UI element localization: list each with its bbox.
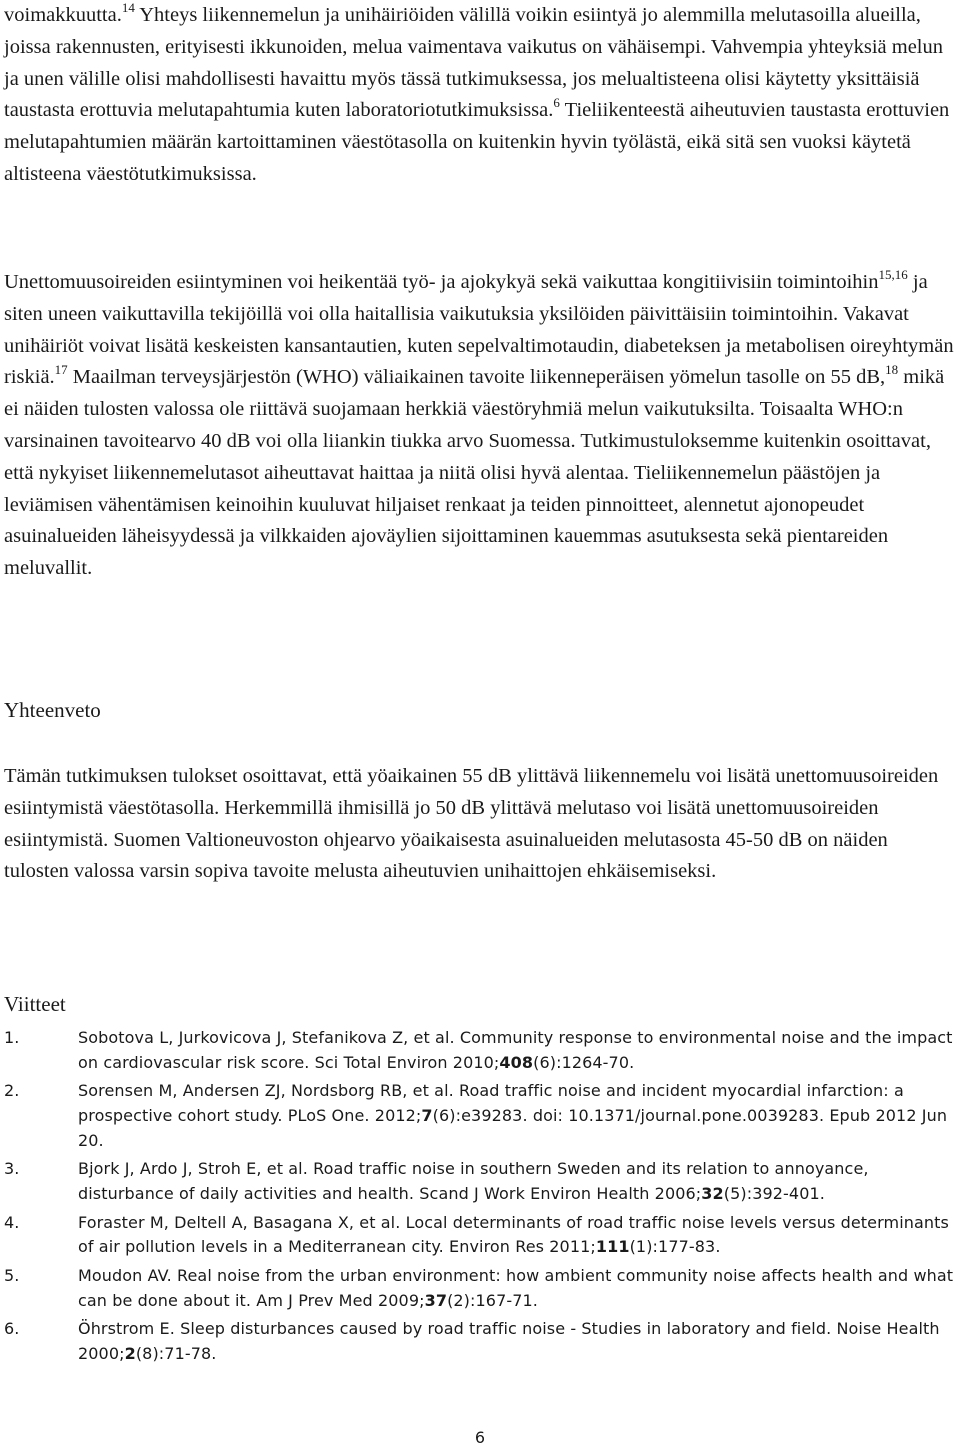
- text-run: mikä ei näiden tulosten valossa ole riittävä suojamaan herkkiä väestöryhmiä melun vaikutuksilta. Toisaalta WHO:n varsinainen tavoitearvo 40 dB voi olla liiankin tiukka arvo Suomessa. Tutkimustuloksemme kuitenkin osoittavat, että nykyiset liikennemelutasot aiheuttavat haittaa ja niitä olisi hyvä alentaa. Tieliikennemelun päästöjen ja leviämisen vähentämisen keinoihin kuuluvat hiljaiset renkaat ja teiden pinnoitteet, alennetut ajonopeudet asuinalueiden läheisyydessä ja vilkkaiden ajoväylien sijoittaminen kauemmas asutuksesta sekä pientareiden meluvallit.: [4, 366, 945, 580]
- references-list: [4, 1026, 954, 1371]
- paragraph-sleep-disturbance: [4, 0, 954, 191]
- reference-volume: 408: [499, 1052, 534, 1072]
- reference-number: 4 .: [4, 1211, 19, 1236]
- text-run: Tieliikenteestä aiheutuvien taustasta erottuvien melutapahtumien määrän kartoittaminen väestötasolla on kuitenkin hyvin työlästä, eikä sitä sen vuoksi käytetä altisteena väestötutkimuksissa.: [4, 99, 950, 185]
- reference-pages: (2):167-71.: [447, 1290, 538, 1310]
- references-heading: Viitteet: [4, 992, 66, 1016]
- text-run: Maailman terveysjärjestön (WHO) väliaikainen tavoite liikenneperäisen yömelun tasolle on 55 dB,: [67, 366, 886, 389]
- reference-item: [4, 1211, 954, 1260]
- citation-superscript: 6: [553, 95, 560, 111]
- summary-heading: Yhteenveto: [4, 698, 101, 722]
- reference-volume: 7: [421, 1105, 433, 1125]
- text-run: ja siten uneen vaikuttavilla tekijöillä voi olla haitallisia vaikutuksia yksilöiden päivittäisiin toimintoihin. Vakavat unihäiriöt voivat lisätä keskeisten kansantautien, kuten sepelvaltimotaudin, diabeteksen ja metabolisen oireyhtymän riskiä.: [4, 271, 954, 389]
- reference-text: Moudon AV. Real noise from the urban environment: how ambient community noise affects health and what can be done about it. Am J Prev Med 2009;: [78, 1266, 954, 1310]
- reference-text: Foraster M, Deltell A, Basagana X, et al. Local determinants of road traffic noise levels versus determinants of air pollution levels in a Mediterranean city. Environ Res 2011;: [78, 1212, 949, 1257]
- text-run: Yhteys liikennemelun ja unihäiriöiden välillä voikin esiintyä jo alemmilla melutasoilla alueilla, joissa rakennusten, erityisesti ikkunoiden, melua vaimentava vaikutus on vähäisempi. Vahvempia yhteyksiä melun ja unen välille olisi mahdollisesti havaittu myös tässä tutkimuksessa, jos melualtisteena olisi käytetty yksittäisiä taustasta erottuvia melutapahtumia kuten laboratoriotutkimuksissa.: [4, 4, 943, 122]
- reference-number: 5 .: [4, 1264, 19, 1289]
- reference-number: 6 .: [4, 1317, 19, 1342]
- citation-superscript: 14: [121, 0, 135, 15]
- reference-item: [4, 1317, 954, 1366]
- citation-superscript: 17: [54, 362, 68, 378]
- reference-pages: (6):e39283. doi: 10.1371/journal.pone.0039283. Epub 2012 Jun 20.: [78, 1105, 948, 1150]
- reference-pages: (6):1264-70.: [533, 1052, 635, 1072]
- reference-item: [4, 1157, 954, 1206]
- reference-number: 2 .: [4, 1079, 19, 1104]
- reference-volume: 111: [595, 1237, 630, 1257]
- reference-item: [4, 1264, 954, 1313]
- reference-number: 3 .: [4, 1157, 19, 1182]
- summary-paragraph: Tämän tutkimuksen tulokset osoittavat, että yöaikainen 55 dB ylittävä liikennemelu voi lisätä unettomuusoireiden esiintymistä väestötasolla. Herkemmillä ihmisillä jo 50 dB ylittävä melutaso voi lisätä unettomuusoireiden esiintymistä. Suomen Valtioneuvoston ohjearvo yöaikaisesta asuinalueiden melutasosta 45-50 dB on näiden tulosten valossa varsin sopiva tavoite melusta aiheutuvien unihaittojen ehkäisemiseksi.: [4, 765, 939, 883]
- reference-number: 1 .: [4, 1026, 19, 1051]
- page-number: 6: [474, 1428, 486, 1447]
- reference-pages: (8):71-78.: [135, 1344, 217, 1364]
- text-run: voimakkuutta.: [4, 4, 122, 26]
- reference-text: Bjork J, Ardo J, Stroh E, et al. Road traffic noise in southern Sweden and its relation to annoyance, disturbance of daily activities and health. Scand J Work Environ Health 2006;: [78, 1159, 869, 1203]
- citation-superscript: 18: [885, 362, 899, 378]
- text-run: Unettomuusoireiden esiintyminen voi heikentää työ- ja ajokykyä sekä vaikuttaa kongitiivisiin toimintoihin: [4, 271, 879, 293]
- reference-text: Sobotova L, Jurkovicova J, Stefanikova Z, et al. Community response to environmental noise and the impact on cardiovascular risk score. Sci Total Environ 2010;: [78, 1028, 953, 1072]
- paragraph-insomnia-effects: [4, 267, 954, 585]
- reference-text: Öhrstrom E. Sleep disturbances caused by road traffic noise - Studies in laboratory and field. Noise Health 2000;: [78, 1319, 940, 1364]
- reference-item: [4, 1079, 954, 1153]
- reference-volume: 37: [424, 1290, 448, 1310]
- reference-item: [4, 1026, 954, 1075]
- reference-volume: 32: [701, 1183, 724, 1203]
- reference-pages: (5):392-401.: [723, 1183, 825, 1203]
- citation-superscript: 15,16: [878, 267, 908, 282]
- reference-pages: (1):177-83.: [629, 1237, 721, 1257]
- reference-text: Sorensen M, Andersen ZJ, Nordsborg RB, et al. Road traffic noise and incident myocardial infarction: a prospective cohort study. PLoS One. 2012;: [78, 1081, 904, 1125]
- reference-volume: 2: [124, 1344, 136, 1364]
